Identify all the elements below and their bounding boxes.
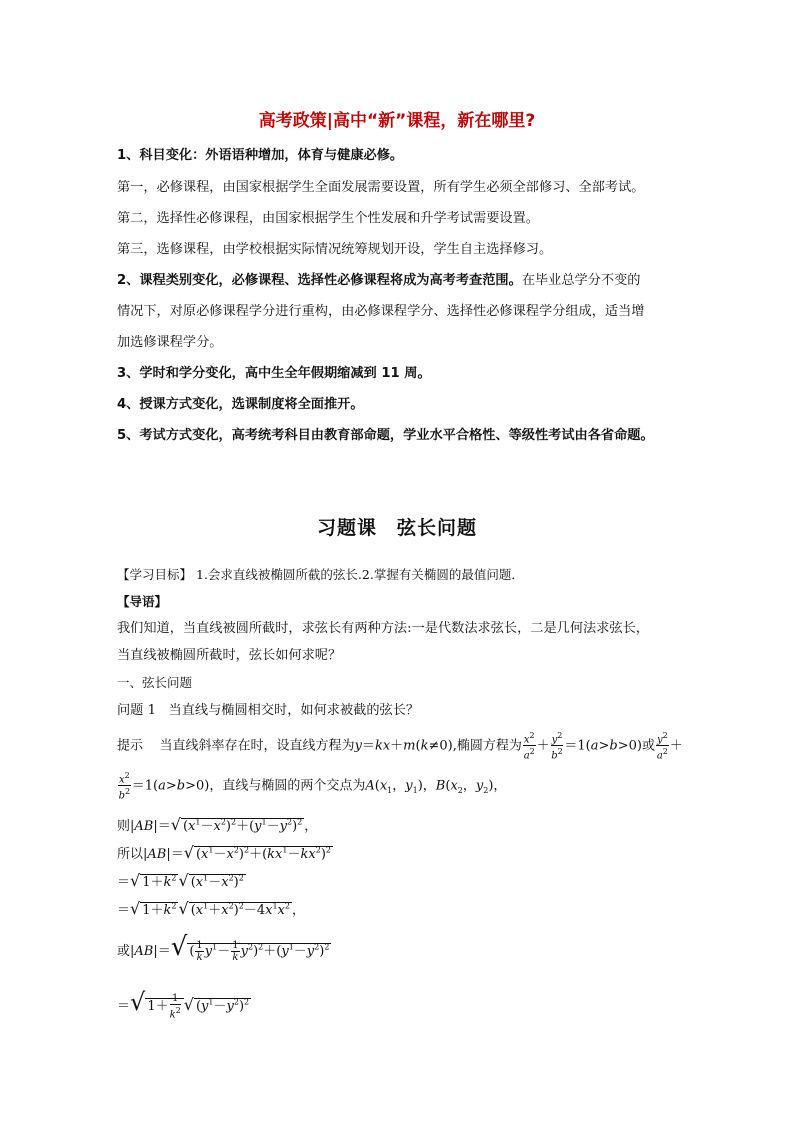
hint-label: 提示: [117, 738, 144, 754]
policy-item-5: 5、考试方式变化，高考统考科目由教育部命题，学业水平合格性、等级性考试由各省命题。: [117, 428, 654, 443]
fraction-1-k-a: $\frac{1}{k}$: [196, 940, 203, 963]
formula-line-4: ＝√ $1+k^2$ √ $(x^1+x^2)^2-4x^1x^2$ ，: [117, 899, 305, 918]
intro-line-2: 当直线被椭圆所截时，弦长如何求呢？: [117, 648, 342, 663]
hint-text-3: 直线与椭圆的两个交点为: [222, 778, 366, 794]
policy-item-1: 1、科目变化：外语语种增加，体育与健康必修。: [117, 148, 404, 163]
hint-line-1: 提示 当直线斜率存在时，设直线方程为y＝kx＋m(k≠0),椭圆方程为 $\frac{x^2}{a^2}$ ＋ $\frac{y^2}{b^2}$ ＝1(a>b>0)或 $\frac{y^2}{a^2}$ ＋: [117, 731, 683, 762]
formula-line-2: 所以|AB|＝√ $(x^1-x^2)^2+(kx^1-kx^2)^2$: [117, 843, 331, 862]
fraction-y2-b2: $\frac{y^2}{b^2}$: [551, 731, 563, 762]
fraction-1-k2: $\frac{1}{k^2}$: [169, 992, 181, 1021]
hint-text-2: 椭圆方程为: [456, 738, 522, 754]
fraction-x2-a2: $\frac{x^2}{a^2}$: [523, 731, 535, 762]
policy-paragraph-2: 第二，选择性必修课程，由国家根据学生个性发展和升学考试需要设置。: [117, 211, 539, 226]
question-1-label: 问题 1: [117, 703, 156, 718]
fraction-1-k-b: $\frac{1}{k}$: [232, 940, 239, 963]
policy-item-2-rest: 在毕业总学分不变的: [521, 273, 641, 288]
formula-line-6: ＝√ 1＋ $\frac{1}{k^2}$ √ $(y^1-y^2)^2$: [117, 988, 250, 1021]
objective-label: 【学习目标】: [117, 567, 193, 582]
question-1-text: 当直线与椭圆相交时，如何求被截的弦长？: [168, 703, 420, 718]
formula-line-3: ＝√ $1+k^2$ √ $(x^1-x^2)^2$: [117, 871, 244, 890]
learning-objective: [117, 565, 524, 585]
lesson-title: 习题课 弦长问题: [316, 517, 477, 539]
policy-item-2-bold: 2、课程类别变化，必修课程、选择性必修课程将成为高考考查范围。: [117, 273, 522, 288]
fraction-x2-b2: $\frac{x^2}{b^2}$: [118, 771, 131, 802]
policy-paragraph-3: 第三，选修课程，由学校根据实际情况统筹规划开设，学生自主选择修习。: [117, 242, 553, 257]
formula-line-5: 或|AB|＝√ ( $\frac{1}{k}$ $y^1-$ $\frac{1}{k}$ $y^2)^2+(y^1-y^2)^2$: [117, 932, 330, 963]
fraction-y2-a2: $\frac{y^2}{a^2}$: [656, 731, 668, 762]
or-label: 或: [117, 944, 131, 959]
section-1-heading: 一、弦长问题: [117, 675, 193, 690]
policy-item-2-line-2: 情况下，对原必修课程学分进行重构，由必修课程学分、选择性必修课程学分组成，适当增: [117, 304, 645, 319]
line-equation: y＝kx＋m(k≠0),: [354, 738, 457, 754]
question-1: [117, 701, 419, 721]
policy-item-2-line-3: 加选修课程学分。: [117, 335, 223, 350]
so-label: 所以: [117, 847, 144, 862]
objective-text: 1.会求直线被椭圆所截的弦长.2.掌握有关椭圆的最值问题．: [196, 567, 524, 582]
hint-text-1: 当直线斜率存在时，设直线方程为: [159, 738, 355, 754]
policy-paragraph-1: 第一，必修课程，由国家根据学生全面发展需要设置，所有学生必须全部修习、全部考试。: [117, 180, 645, 195]
intro-label: 【导语】: [117, 594, 168, 609]
formula-line-1: 则|AB|＝√ $(x^1-x^2)^2+(y^1-y^2)^2$ ，: [117, 815, 318, 834]
policy-item-2: [117, 271, 641, 291]
hint-or: 或: [641, 738, 655, 754]
hint-line-2: $\frac{x^2}{b^2}$ ＝1(a>b>0)，直线与椭圆的两个交点为$A(x_1$，$y_1$)，$B(x_2$，$y_2$)，: [118, 771, 507, 802]
then-label: 则: [117, 819, 131, 834]
page-title: 高考政策|高中“新”课程，新在哪里?: [258, 111, 536, 131]
policy-item-3: 3、学时和学分变化，高中生全年假期缩减到 11 周。: [117, 366, 431, 381]
policy-item-4: 4、授课方式变化，选课制度将全面推开。: [117, 397, 364, 412]
intro-line-1: 我们知道，当直线被圆所截时，求弦长有两种方法:一是代数法求弦长，二是几何法求弦长，: [117, 621, 649, 636]
